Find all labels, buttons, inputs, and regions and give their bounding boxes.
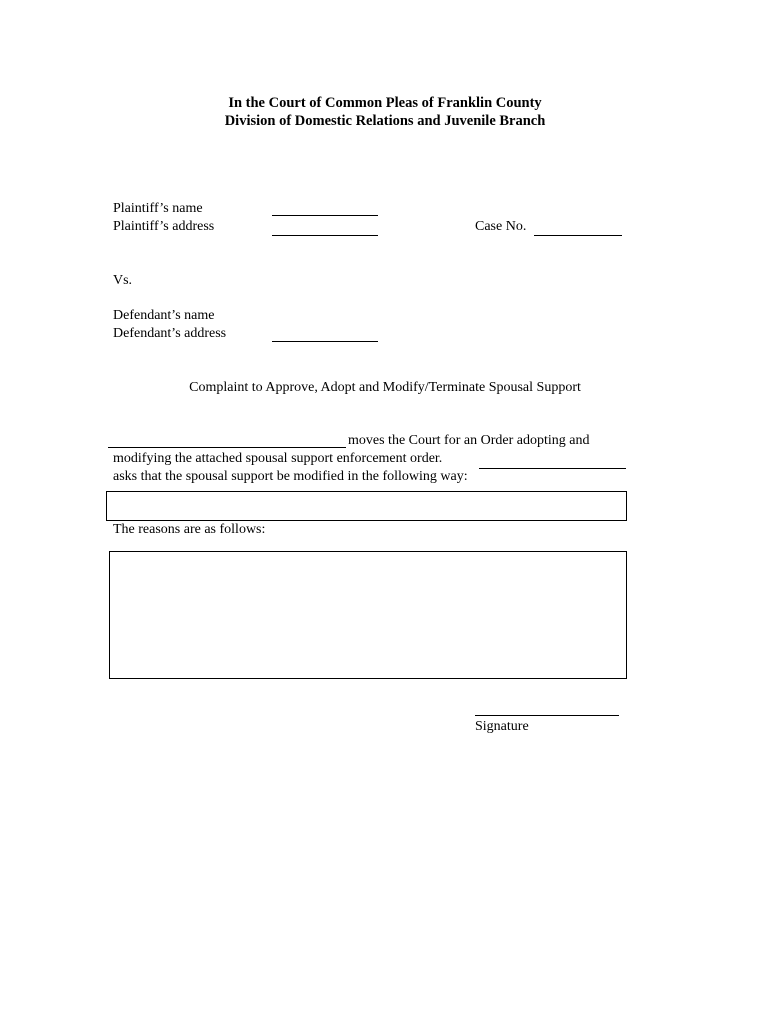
plaintiff-address-label: Plaintiff’s address — [113, 219, 215, 234]
plaintiff-address-field[interactable] — [272, 219, 378, 236]
reasons-label: The reasons are as follows: — [113, 522, 266, 537]
court-title: In the Court of Common Pleas of Franklin County — [228, 95, 542, 111]
modifying-text: modifying the attached spousal support enforcement order. — [113, 451, 443, 466]
case-number-label: Case No. — [475, 219, 527, 234]
defendant-address-field[interactable] — [272, 325, 378, 342]
plaintiff-name-label: Plaintiff’s name — [113, 201, 203, 216]
movant-name-field[interactable] — [108, 431, 346, 448]
complaint-title: Complaint to Approve, Adopt and Modify/Terminate Spousal Support — [189, 380, 581, 395]
second-party-field[interactable] — [479, 452, 626, 469]
versus-label: Vs. — [113, 273, 133, 288]
reasons-textarea[interactable] — [109, 551, 627, 679]
defendant-name-label: Defendant’s name — [113, 308, 215, 323]
moves-text: moves the Court for an Order adopting and — [348, 433, 590, 448]
defendant-address-label: Defendant’s address — [113, 326, 227, 341]
signature-line[interactable] — [475, 699, 619, 716]
plaintiff-name-field[interactable] — [272, 199, 378, 216]
division-title: Division of Domestic Relations and Juvenile Branch — [224, 113, 546, 129]
signature-label: Signature — [475, 719, 529, 734]
asks-text: asks that the spousal support be modified in the following way: — [113, 469, 468, 484]
modification-input[interactable] — [106, 491, 627, 521]
case-number-field[interactable] — [534, 219, 622, 236]
